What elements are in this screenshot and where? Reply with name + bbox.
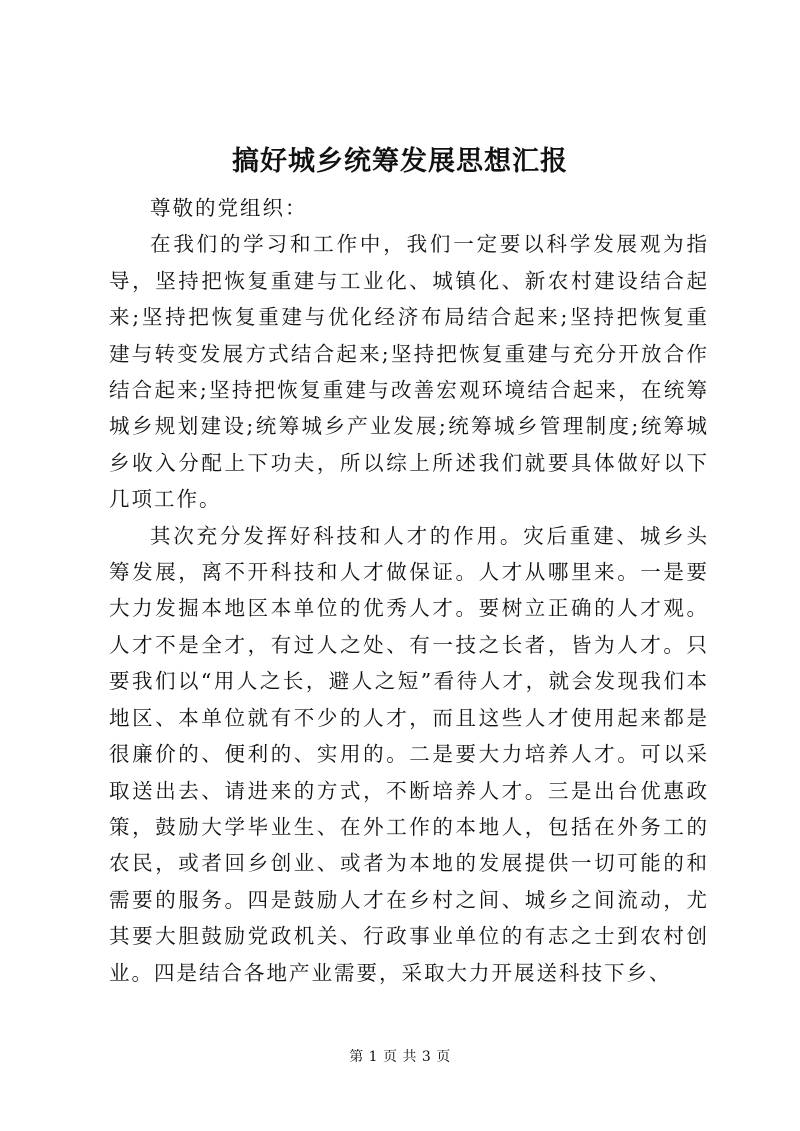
body-paragraph-1: 在我们的学习和工作中，我们一定要以科学发展观为指导，坚持把恢复重建与工业化、城镇化、新农村建设结合起来;坚持把恢复重建与优化经济布局结合起来;坚持把恢复重建与转变发展方式结合起来;坚持把恢复重建与充分开放合作结合起来;坚持把恢复重建与改善宏观环境结合起来，在统筹城乡规划建设;统筹城乡产业发展;统筹城乡管理制度;统筹城乡收入分配上下功夫，所以综上所述我们就要具体做好以下几项工作。 bbox=[109, 232, 709, 512]
document-body bbox=[109, 190, 709, 991]
body-paragraph-2: 其次充分发挥好科技和人才的作用。灾后重建、城乡头筹发展，离不开科技和人才做保证。人才从哪里来。一是要大力发掘本地区本单位的优秀人才。要树立正确的人才观。人才不是全才，有过人之处、有一技之长者，皆为人才。只要我们以“用人之长，避人之短”看待人才，就会发现我们本地区、本单位就有不少的人才，而且这些人才使用起来都是很廉价的、便利的、实用的。二是要大力培养人才。可以采取送出去、请进来的方式，不断培养人才。三是出台优惠政策，鼓励大学毕业生、在外工作的本地人，包括在外务工的农民，或者回乡创业、或者为本地的发展提供一切可能的和需要的服务。四是鼓励人才在乡村之间、城乡之间流动，尤其要大胆鼓励党政机关、行政事业单位的有志之士到农村创业。四是结合各地产业需要，采取大力开展送科技下乡、 bbox=[109, 523, 709, 985]
page-number-footer: 第 1 页 共 3 页 bbox=[349, 1049, 451, 1065]
salutation: 尊敬的党组织： bbox=[150, 196, 308, 220]
document-title: 搞好城乡统筹发展思想汇报 bbox=[232, 146, 568, 177]
